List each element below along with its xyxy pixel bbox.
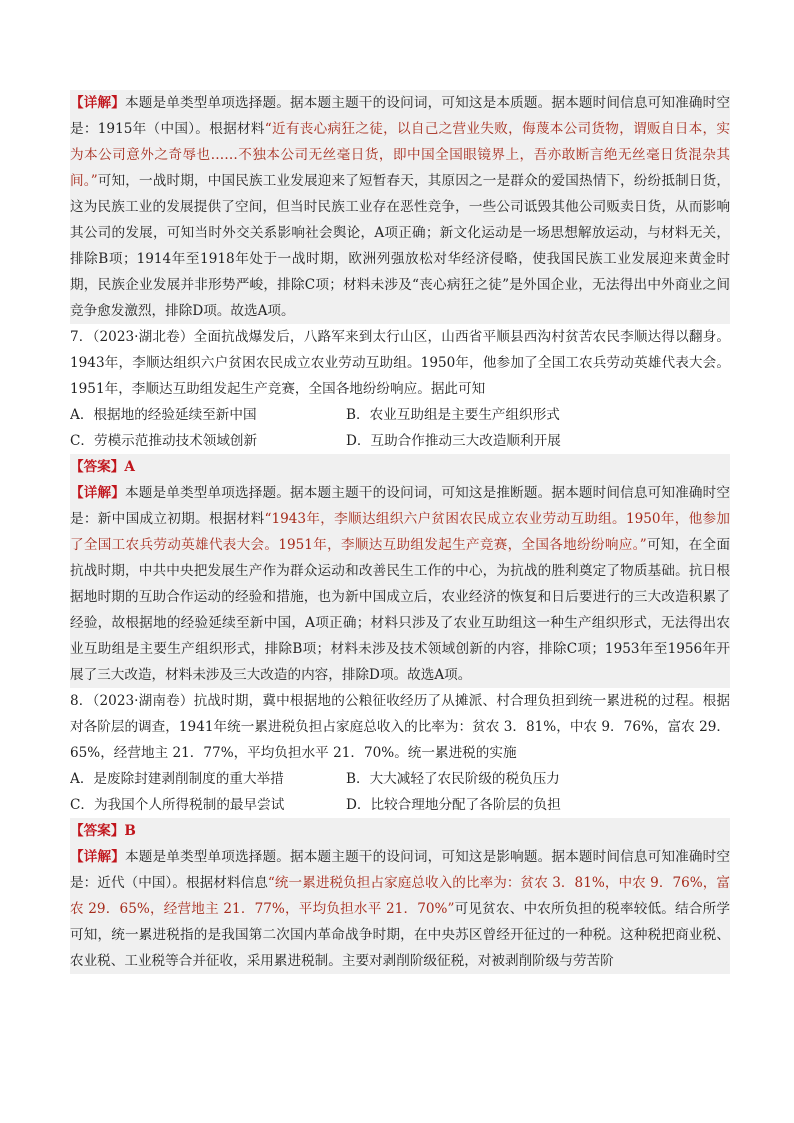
- answer-value: A: [124, 459, 135, 475]
- options-grid: [70, 766, 730, 818]
- option-d: D．比较合理地分配了各阶层的负担: [346, 797, 561, 813]
- detail-paragraph: [70, 844, 730, 974]
- detail-tag: 【详解】: [70, 485, 126, 501]
- options-grid: [70, 402, 730, 454]
- detail-paragraph: [70, 90, 730, 324]
- detail-pre: 本题是单类型单项选择题。据本题主题干的设问词，可知这是本质题。据本题时间信息可知准确时空是：1915年（中国）。根据材料: [70, 95, 730, 137]
- detail-post: 可见贫农、中农所负担的税率较低。结合所学可知，统一累进税指的是我国第二次国内革命战争时期，在中央苏区曾经开征过的一种税。这种税把商业税、农业税、工业税等合并征收，采用累进税制。主要对剥削阶级征税，对被剥削阶级与劳苦阶: [70, 901, 730, 969]
- detail-quote: “统一累进税负担占家庭总收入的比率为：贫农 3．81%，中农 9．76%，富农 29．65%，经营地主 21．77%，平均负担水平 21．70%”: [70, 875, 730, 917]
- document-page: [70, 90, 730, 974]
- answer-tag: 【答案】: [70, 823, 125, 839]
- question-stem: 7．（2023·湖北卷）全面抗战爆发后，八路军来到太行山区，山西省平顺县西沟村贫苦农民李顺达得以翻身。1943年，李顺达组织六户贫困农民成立农业劳动互助组。1950年，他参加了全国工农兵劳动英雄代表大会。1951年，李顺达互助组发起生产竞赛，全国各地纷纷响应。据此可知: [70, 329, 730, 397]
- option-c: C．为我国个人所得税制的最早尝试: [70, 797, 285, 813]
- option-a: A．根据地的经验延续至新中国: [70, 407, 257, 423]
- question-stem: 8．（2023·湖南卷）抗战时期，冀中根据地的公粮征收经历了从摊派、村合理负担到统一累进税的过程。根据对各阶层的调查，1941年统一累进税负担占家庭总收入的比率为：贫农 3．81%，中农 9．76%，富农 29．65%，经营地主 21．77%，平均负担水平 21．70%。统一累进税的实施: [70, 693, 730, 761]
- question-7: [70, 324, 730, 454]
- answer-tag: 【答案】: [70, 459, 125, 475]
- detail-tag: 【详解】: [70, 849, 126, 865]
- detail-tag: 【详解】: [70, 95, 126, 111]
- answer-block-8: [70, 818, 730, 844]
- detail-pre: 本题是单类型单项选择题。据本题主题干的设问词，可知这是影响题。据本题时间信息可知准确时空是：近代（中国）。根据材料信息: [70, 849, 730, 891]
- detail-block-6: [70, 90, 730, 324]
- detail-post: 可知，一战时期，中国民族工业发展迎来了短暂春天，其原因之一是群众的爱国热情下，纷纷抵制日货，这为民族工业的发展提供了空间，但当时民族工业存在恶性竞争，一些公司诋毁其他公司贩卖日货，从而影响其公司的发展，可知当时外交关系影响社会舆论，A项正确；新文化运动是一场思想解放运动，与材料无关，排除B项；1914年至1918年处于一战时期，欧洲列强放松对华经济侵略，使我国民族工业发展迎来黄金时期，民族企业发展并非形势严峻，排除C项；材料未涉及“丧心病狂之徒”是外国企业，无法得出中外商业之间竞争愈发激烈，排除D项。故选A项。: [70, 173, 731, 319]
- detail-block-8: [70, 844, 730, 974]
- answer-block-7: [70, 454, 730, 480]
- question-8: [70, 688, 730, 818]
- detail-quote: “1943年，李顺达组织六户贫困农民成立农业劳动互助组。1950年，他参加了全国工农兵劳动英雄代表大会。1951年，李顺达互助组发起生产竞赛，全国各地纷纷响应。”: [70, 511, 731, 553]
- answer-line: [70, 454, 730, 480]
- option-d: D．互助合作推动三大改造顺利开展: [346, 433, 561, 449]
- answer-line: [70, 818, 730, 844]
- detail-post: 可知，在全面抗战时期，中共中央把发展生产作为群众运动和改善民生工作的中心，为抗战的胜利奠定了物质基础。抗日根据地时期的互助合作运动的经验和措施，也为新中国成立后，农业经济的恢复和日后要进行的三大改造积累了经验，故根据地的经验延续至新中国，A项正确；材料只涉及了农业互助组这一种生产组织形式，无法得出农业互助组是主要生产组织形式，排除B项；材料未涉及技术领域创新的内容，排除C项；1953年至1956年开展了三大改造，材料未涉及三大改造的内容，排除D项。故选A项。: [70, 537, 730, 683]
- option-a: A．是废除封建剥削制度的重大举措: [70, 771, 284, 787]
- option-b: B．农业互助组是主要生产组织形式: [346, 407, 560, 423]
- option-b: B．大大减轻了农民阶级的税负压力: [346, 771, 560, 787]
- answer-value: B: [124, 823, 136, 839]
- detail-paragraph: [70, 480, 730, 688]
- option-c: C．劳模示范推动技术领域创新: [70, 433, 258, 449]
- detail-pre: 本题是单类型单项选择题。据本题主题干的设问词，可知这是推断题。据本题时间信息可知准确时空是：新中国成立初期。根据材料: [70, 485, 730, 527]
- detail-block-7: [70, 480, 730, 688]
- detail-quote: “近有丧心病狂之徒，以自己之营业失败，侮蔑本公司货物，谓贩自日本，实为本公司意外之奇辱也……不独本公司无丝毫日货，即中国全国眼镜界上，吾亦敢断言绝无丝毫日货混杂其间。”: [70, 121, 730, 189]
